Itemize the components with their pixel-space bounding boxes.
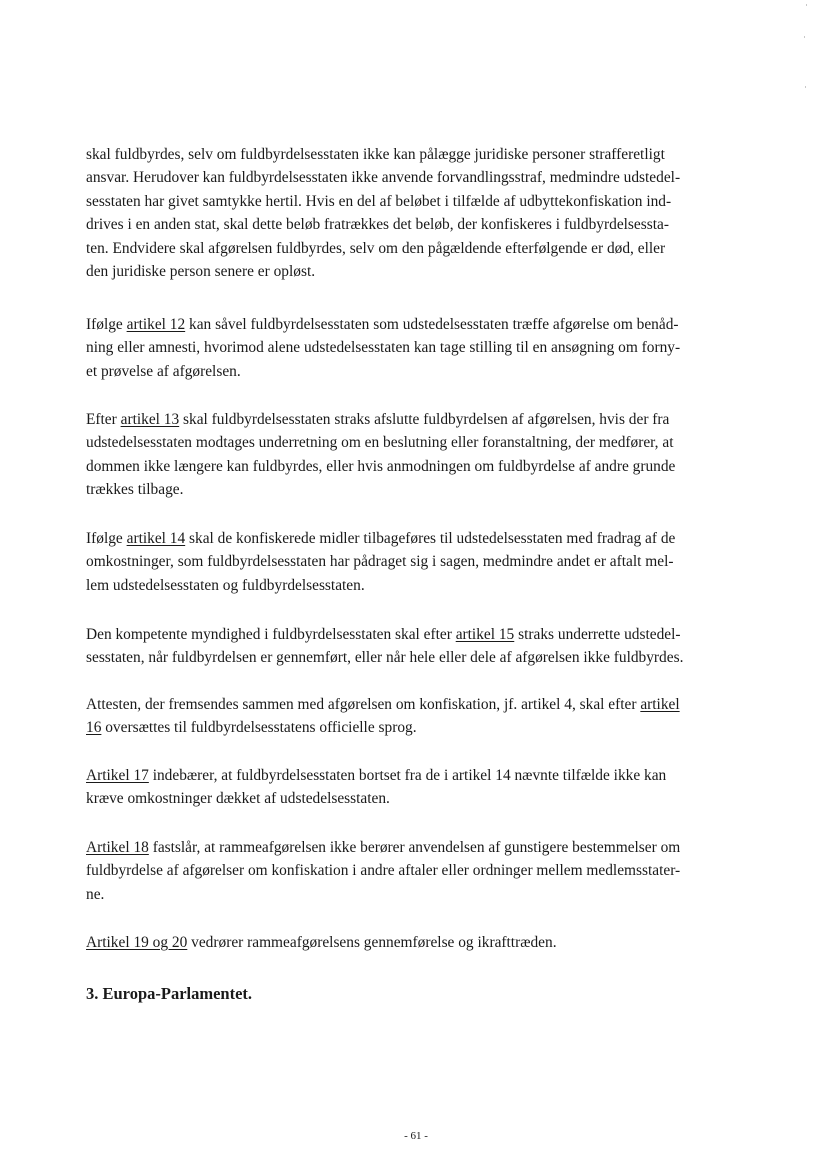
text-run: Ifølge <box>86 316 127 333</box>
article-reference: artikel 14 <box>126 530 186 547</box>
text-line <box>86 716 738 739</box>
text-line <box>86 787 738 810</box>
text-line <box>86 431 738 454</box>
text-line <box>86 478 738 501</box>
paragraph <box>86 931 738 954</box>
text-line <box>86 836 738 859</box>
paragraph <box>86 764 738 811</box>
section-heading: 3. Europa-Parlamentet. <box>86 984 253 1003</box>
article-reference: artikel 13 <box>120 411 180 428</box>
paragraph <box>86 408 738 502</box>
text-line <box>86 190 738 213</box>
text-run: Ifølge <box>86 530 127 547</box>
text-run: den juridiske person senere er opløst. <box>86 263 316 281</box>
scan-artifact <box>804 36 805 38</box>
text-run: drives i en anden stat, skal dette beløb fratrækkes det beløb, der konfiskeres i fuldbyrdelsessta- <box>86 216 669 234</box>
paragraph <box>86 693 738 740</box>
text-line <box>86 455 738 478</box>
paragraph <box>86 313 738 383</box>
text-line <box>86 260 738 283</box>
text-line <box>86 550 738 573</box>
text-line <box>86 313 738 336</box>
text-run: skal de konfiskerede midler tilbageføres til udstedelsesstaten med fradrag af de <box>185 530 676 547</box>
paragraph <box>86 527 738 597</box>
text-run: sesstaten har givet samtykke hertil. Hvis en del af beløbet i tilfælde af udbyttekonfiskation ind- <box>86 192 672 210</box>
text-run: straks underrette udstedel- <box>514 626 681 643</box>
paragraph <box>86 623 738 670</box>
text-run: oversættes til fuldbyrdelsesstatens officielle sprog. <box>101 719 417 737</box>
text-run: ansvar. Herudover kan fuldbyrdelsesstaten ikke anvende forvandlingsstraf, medmindre udstedel- <box>86 169 681 187</box>
text-run: fuldbyrdelse af afgørelser om konfiskation i andre aftaler eller ordninger mellem medlemsstater- <box>86 862 681 880</box>
text-run: Den kompetente myndighed i fuldbyrdelsesstaten skal efter <box>86 626 456 643</box>
text-run: kræve omkostninger dækket af udstedelsesstaten. <box>86 790 390 808</box>
article-reference: Artikel 18 <box>86 839 149 856</box>
text-line <box>86 623 738 646</box>
article-reference: artikel <box>640 696 680 713</box>
text-run: vedrører rammeafgørelsens gennemførelse og ikrafttræden. <box>187 934 557 951</box>
article-reference: Artikel 17 <box>86 767 149 784</box>
text-run: dommen ikke længere kan fuldbyrdes, eller hvis anmodningen om fuldbyrdelse af andre grunde <box>86 457 676 475</box>
text-line <box>86 213 738 236</box>
text-run: Attesten, der fremsendes sammen med afgørelsen om konfiskation, jf. artikel 4, skal efter <box>86 696 641 713</box>
article-reference: artikel 15 <box>455 626 515 643</box>
text-line <box>86 574 738 597</box>
text-run: omkostninger, som fuldbyrdelsesstaten har pådraget sig i sagen, medmindre andet er aftalt mel- <box>86 553 674 571</box>
text-run: lem udstedelsesstaten og fuldbyrdelsesstaten. <box>86 576 365 594</box>
text-line <box>86 931 738 954</box>
text-run: sesstaten, når fuldbyrdelsen er gennemført, eller når hele eller dele af afgørelsen ikke fuldbyrdes. <box>86 649 684 667</box>
text-run: trækkes tilbage. <box>86 481 184 499</box>
text-run: kan såvel fuldbyrdelsesstaten som udstedelsesstaten træffe afgørelse om benåd- <box>185 316 679 333</box>
text-run: udstedelsesstaten modtages underretning om en beslutning eller foranstaltning, der medfører, at <box>86 434 674 452</box>
text-line <box>86 883 738 906</box>
text-line <box>86 360 738 383</box>
text-run: ten. Endvidere skal afgørelsen fuldbyrdes, selv om den pågældende efterfølgende er død, eller <box>86 239 666 257</box>
scan-artifact <box>806 4 807 6</box>
text-run: skal fuldbyrdelsesstaten straks afslutte fuldbyrdelsen af afgørelsen, hvis der fra <box>179 411 670 428</box>
text-run: ning eller amnesti, hvorimod alene udstedelsesstaten kan tage stilling til en ansøgning om forny- <box>86 339 681 357</box>
text-run: ne. <box>86 885 105 903</box>
article-reference: 16 <box>86 719 102 737</box>
scan-artifact <box>805 86 806 88</box>
text-line <box>86 143 738 166</box>
text-line <box>86 336 738 359</box>
text-line <box>86 527 738 550</box>
text-run: skal fuldbyrdes, selv om fuldbyrdelsesstaten ikke kan pålægge juridiske personer strafferetligt <box>86 146 665 163</box>
text-line <box>86 693 738 716</box>
text-run: indebærer, at fuldbyrdelsesstaten bortset fra de i artikel 14 nævnte tilfælde ikke kan <box>148 767 667 784</box>
article-reference: artikel 12 <box>126 316 186 333</box>
text-line <box>86 237 738 260</box>
text-run: fastslår, at rammeafgørelsen ikke berører anvendelsen af gunstigere bestemmelser om <box>148 839 681 856</box>
article-reference: Artikel 19 og 20 <box>86 934 188 951</box>
text-line <box>86 646 738 669</box>
text-line <box>86 408 738 431</box>
text-run: et prøvelse af afgørelsen. <box>86 362 241 380</box>
text-line <box>86 859 738 882</box>
text-line <box>86 166 738 189</box>
text-run: Efter <box>86 411 121 428</box>
paragraph <box>86 836 738 906</box>
text-line <box>86 764 738 787</box>
page-number: - 61 - <box>404 1130 428 1142</box>
paragraph <box>86 143 738 283</box>
